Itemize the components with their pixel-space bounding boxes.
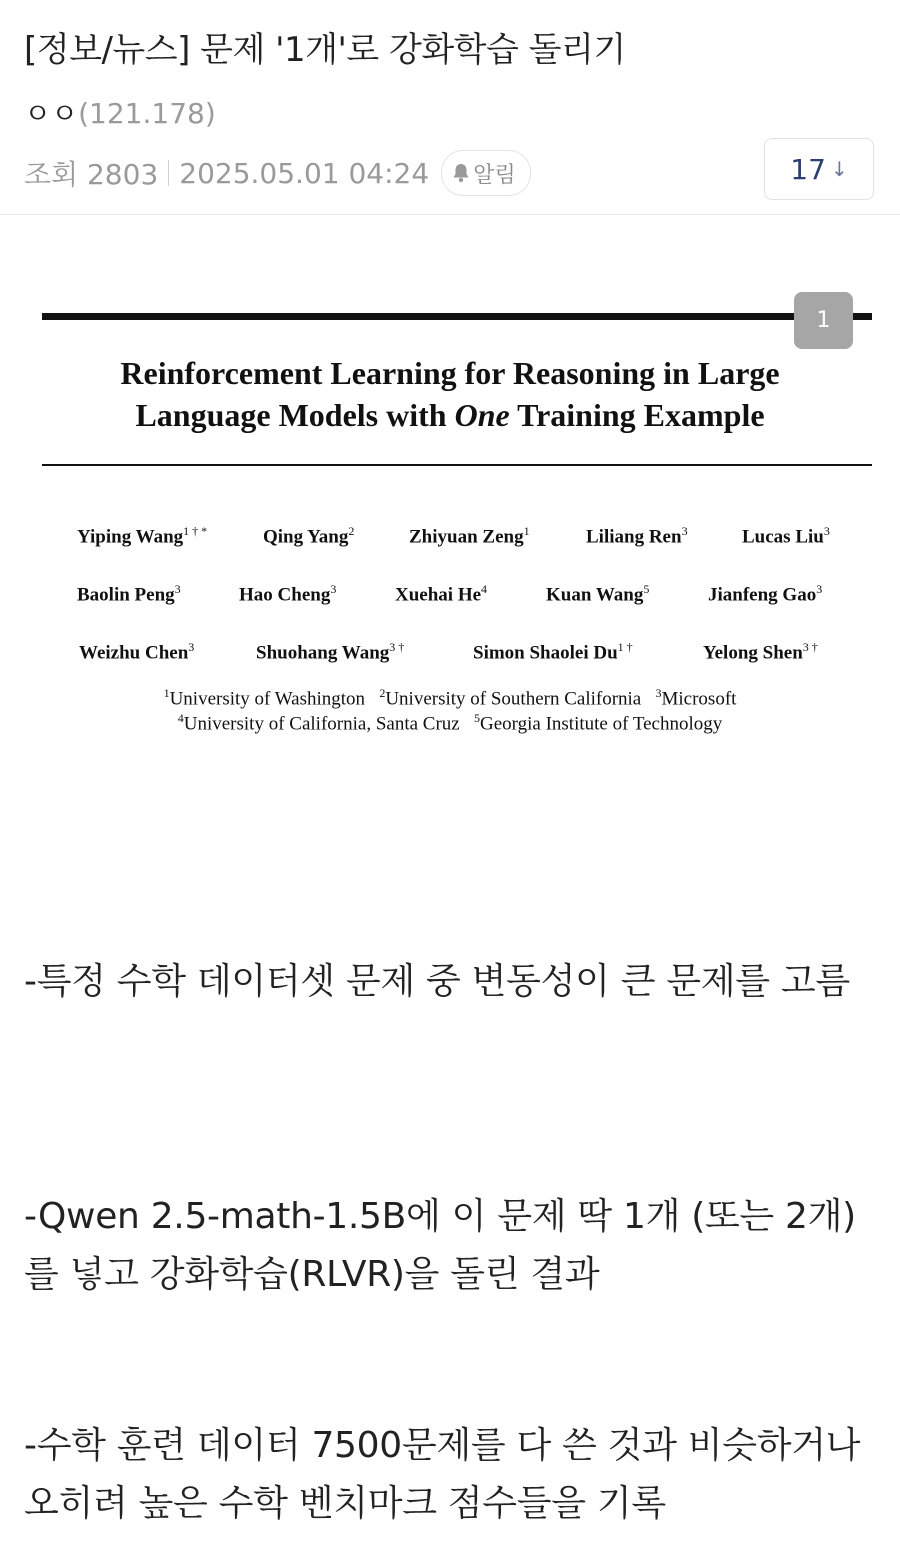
paper-author (256, 640, 404, 664)
affil-name: University of Washington (169, 688, 366, 710)
author-name: Baolin Peng (77, 584, 175, 606)
author-name: Shuohang Wang (256, 642, 390, 664)
author-name: Weizhu Chen (79, 642, 189, 664)
author-mark: 4 (481, 582, 488, 596)
affil-name: Microsoft (661, 688, 737, 710)
author-mark: 3 (330, 582, 337, 596)
affil-name: University of Southern California (385, 688, 642, 710)
author-name: Kuan Wang (546, 584, 644, 606)
paper-author (742, 524, 830, 548)
paper-author (395, 582, 487, 606)
paper-affiliations-line1 (26, 686, 874, 710)
paper-author (586, 524, 688, 548)
paper-author (703, 640, 818, 664)
paper-title (26, 352, 874, 436)
comment-count: 17 (790, 152, 826, 186)
paper-author (239, 582, 336, 606)
author-mark: 5 (643, 582, 650, 596)
author-name: Yelong Shen (703, 642, 803, 664)
paper-top-rule (42, 313, 872, 320)
post-header (0, 0, 900, 215)
affil-num: 4 (177, 711, 184, 725)
paper-author (79, 640, 194, 664)
paper-author (473, 640, 633, 664)
alarm-label: 알림 (473, 162, 516, 188)
author-mark: 3 (174, 582, 181, 596)
author-name: Simon Shaolei Du (473, 642, 618, 664)
paper-author (263, 524, 354, 548)
post-meta (24, 150, 531, 196)
paper-title-line2-post: Training Example (509, 397, 765, 433)
author-mark: 3 † (802, 640, 818, 654)
author-mark: 2 (348, 524, 355, 538)
paper-title-line2 (26, 394, 874, 436)
post-title: [정보/뉴스] 문제 '1개'로 강화학습 돌리기 (24, 30, 626, 70)
author-name: Yiping Wang (77, 526, 184, 548)
author-name: Liliang Ren (586, 526, 682, 548)
bell-icon (452, 163, 470, 183)
image-index-badge: 1 (794, 292, 853, 349)
comment-count-button[interactable] (764, 138, 874, 200)
author-mark: 3 (681, 524, 688, 538)
paper-author (409, 524, 530, 548)
paper-affiliations-line2 (26, 711, 874, 735)
paper-bottom-rule (42, 464, 872, 466)
author-mark: 1 † * (183, 524, 208, 538)
paper-author (546, 582, 649, 606)
author-mark: 3 (188, 640, 195, 654)
body-paragraph-2: -Qwen 2.5-math-1.5B에 이 문제 딱 1개 (또는 2개) 를 넣고 강화학습(RLVR)을 돌린 결과 (24, 1196, 856, 1295)
author-mark: 3 (816, 582, 823, 596)
paper-title-line1: Reinforcement Learning for Reasoning in Large (120, 355, 780, 391)
author-nickname[interactable]: ㅇㅇ (24, 97, 79, 130)
author-mark: 1 (523, 524, 530, 538)
author-name: Xuehai He (395, 584, 482, 606)
paper-author (708, 582, 822, 606)
paper-image[interactable] (26, 292, 874, 752)
author-mark: 3 (823, 524, 830, 538)
view-count: 조회 2803 (24, 158, 159, 191)
author-mark: 1 † (617, 640, 633, 654)
author-name: Zhiyuan Zeng (409, 526, 524, 548)
author-name: Jianfeng Gao (708, 584, 817, 606)
affil-num: 1 (163, 686, 170, 700)
author-name: Hao Cheng (239, 584, 331, 606)
post-author[interactable] (24, 92, 216, 132)
paper-author (77, 524, 207, 548)
author-name: Lucas Liu (742, 526, 824, 548)
body-paragraph-3: -수학 훈련 데이터 7500문제를 다 쓴 것과 비슷하거나 오히려 높은 수학 벤치마크 점수들을 기록 (24, 1425, 861, 1524)
post-datetime: 2025.05.01 04:24 (179, 156, 430, 190)
affil-num: 2 (379, 686, 386, 700)
alarm-button[interactable] (441, 150, 531, 196)
paper-title-emphasis: One (454, 397, 510, 433)
meta-divider (168, 160, 169, 186)
paper-title-line2-pre: Language Models with (135, 397, 455, 433)
body-paragraph-1: -특정 수학 데이터셋 문제 중 변동성이 큰 문제를 고름 (24, 961, 850, 1002)
arrow-down-icon: ↓ (830, 157, 848, 181)
affil-num: 3 (655, 686, 662, 700)
affil-num: 5 (473, 711, 480, 725)
paper-author (77, 582, 181, 606)
affil-name: Georgia Institute of Technology (479, 713, 723, 735)
author-ip: (121.178) (78, 97, 216, 130)
author-name: Qing Yang (263, 526, 349, 548)
affil-name: University of California, Santa Cruz (183, 713, 460, 735)
author-mark: 3 † (389, 640, 405, 654)
